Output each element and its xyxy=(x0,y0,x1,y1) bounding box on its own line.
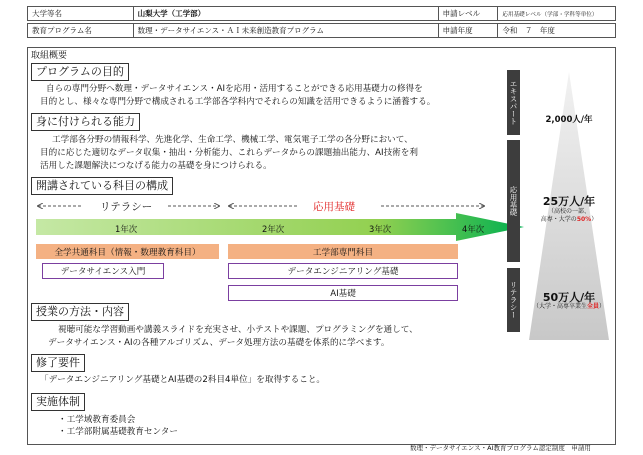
organization-item-1: ・工学域教育委員会 xyxy=(58,415,136,425)
skills-line-1: 工学部各分野の情報科学、先進化学、生命工学、機械工学、電気電子工学の各分野において、 xyxy=(52,135,413,145)
completion-title: 修了要件 xyxy=(31,354,85,372)
completion-text: 「データエンジニアリング基礎とAI基礎の2科目4単位」を取得すること。 xyxy=(40,375,326,385)
program-label: 教育プログラム名 xyxy=(28,24,134,37)
literacy-count: 50万人/年 xyxy=(542,291,596,304)
level-value: 応用基礎レベル（学部・学科等単位） xyxy=(502,11,598,18)
method-title: 授業の方法・内容 xyxy=(31,303,129,321)
purpose-line-1: 自らの専門分野へ数理・データサイエンス・AIを応用・活用することができる応用基礎力の修得を xyxy=(46,84,423,94)
purpose-line-2: 目的とし、様々な専門分野で構成される工学部各学科内でそれらの知識を活用できるように涵養する。 xyxy=(40,97,436,107)
footer-text: 数理・データサイエンス・AI教育プログラム認定制度 申請用 xyxy=(410,444,591,452)
university-value: 山梨大学（工学部） xyxy=(134,7,439,20)
header-row-1 xyxy=(27,6,616,21)
course-ai-basics: AI基礎 xyxy=(228,285,458,301)
literacy-label: リテラシー xyxy=(100,201,153,213)
level-label: 申請レベル xyxy=(439,7,499,20)
applied-note-2: 高専・大学の50%） xyxy=(540,216,598,223)
university-label: 大学等名 xyxy=(28,7,134,20)
skills-title: 身に付けられる能力 xyxy=(31,113,140,131)
method-line-2: データサイエンス・AIの各種アルゴリズム、データ処理方法の基礎を体系的に学べます。 xyxy=(48,338,390,348)
year-label: 申請年度 xyxy=(439,24,499,37)
expert-bar: エキスパート xyxy=(507,70,520,135)
literacy-bar: リテラシー xyxy=(507,268,520,332)
purpose-title: プログラムの目的 xyxy=(31,63,129,81)
applied-note-1: （高校の一部、 xyxy=(547,208,590,215)
organization-item-2: ・工学部附属基礎教育センター xyxy=(58,427,178,437)
year-3: 3年次 xyxy=(369,224,392,234)
applied-label: 応用基礎 xyxy=(313,201,355,213)
overview-title: 取組概要 xyxy=(31,51,68,61)
common-subjects-box: 全学共通科目（情報・数理教育科目） xyxy=(36,244,219,259)
course-data-engineering: データエンジニアリング基礎 xyxy=(228,263,458,279)
applied-bar: 応用基礎 xyxy=(507,140,520,262)
course-data-science-intro: データサイエンス入門 xyxy=(42,263,164,279)
year-1: 1年次 xyxy=(115,224,138,234)
expert-count: 2,000人/年 xyxy=(545,115,593,125)
year-2: 2年次 xyxy=(262,224,285,234)
literacy-note: （大学・高専卒業生全員） xyxy=(532,303,606,310)
skills-line-2: 目的に応じた適切なデータ収集・抽出・分析能力、これらデータからの課題抽出能力、AI技術を利 xyxy=(40,148,418,158)
subjects-title: 開講されている科目の構成 xyxy=(31,177,173,195)
program-value: 数理・データサイエンス・ＡＩ未来創造教育プログラム xyxy=(134,24,439,37)
year-value: 令和 ７ 年度 xyxy=(502,26,555,35)
organization-title: 実施体制 xyxy=(31,393,85,411)
year-4: 4年次 xyxy=(462,224,485,234)
applied-count: 25万人/年 xyxy=(542,195,596,208)
method-line-1: 視聴可能な学習動画や講義スライドを充実させ、小テストや課題、プログラミングを通して、 xyxy=(58,325,418,335)
header-row-2 xyxy=(27,23,616,38)
skills-line-3: 活用した課題解決につなげる能力の基礎を身につけられる。 xyxy=(40,161,272,171)
faculty-subjects-box: 工学部専門科目 xyxy=(228,244,458,259)
